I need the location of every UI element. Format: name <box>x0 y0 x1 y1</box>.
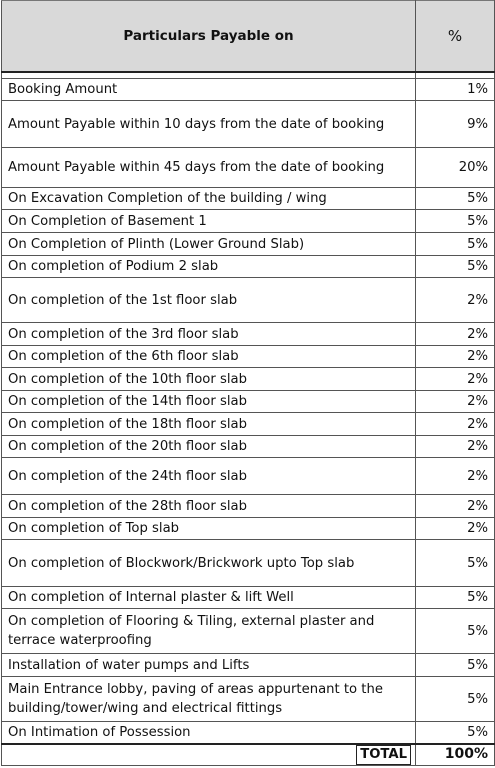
row-particular: Booking Amount <box>2 79 416 101</box>
total-value: 100% <box>416 744 495 766</box>
row-percentage: 2% <box>416 518 495 540</box>
table-row <box>2 233 495 256</box>
row-percentage: 20% <box>416 148 495 188</box>
row-percentage: 9% <box>416 101 495 148</box>
row-percentage: 5% <box>416 256 495 278</box>
row-particular: On Intimation of Possession <box>2 722 416 744</box>
row-percentage: 2% <box>416 278 495 323</box>
table-row <box>2 148 495 188</box>
row-percentage: 2% <box>416 436 495 458</box>
header-particulars: Particulars Payable on <box>2 1 416 73</box>
table-row <box>2 210 495 233</box>
row-percentage: 2% <box>416 323 495 346</box>
row-percentage: 5% <box>416 540 495 587</box>
row-particular: On completion of Podium 2 slab <box>2 256 416 278</box>
row-percentage: 5% <box>416 210 495 233</box>
table-row <box>2 391 495 413</box>
row-particular: On Completion of Basement 1 <box>2 210 416 233</box>
table-row <box>2 346 495 368</box>
row-particular: On completion of Top slab <box>2 518 416 540</box>
table-row <box>2 495 495 518</box>
row-particular: On completion of the 1st floor slab <box>2 278 416 323</box>
row-particular: On completion of the 18th floor slab <box>2 413 416 436</box>
row-percentage: 5% <box>416 587 495 609</box>
table-row <box>2 677 495 722</box>
row-particular: On completion of the 14th floor slab <box>2 391 416 413</box>
table-row <box>2 587 495 609</box>
table-row <box>2 436 495 458</box>
table-row <box>2 413 495 436</box>
table-header-row <box>2 1 495 73</box>
table-row <box>2 722 495 744</box>
table-row <box>2 518 495 540</box>
row-percentage: 1% <box>416 79 495 101</box>
row-particular: On Excavation Completion of the building / wing <box>2 188 416 210</box>
row-particular: On completion of Blockwork/Brickwork upto Top slab <box>2 540 416 587</box>
table-row <box>2 101 495 148</box>
table-row <box>2 256 495 278</box>
row-particular: Installation of water pumps and Lifts <box>2 654 416 677</box>
total-label-cell <box>2 744 416 766</box>
table-body <box>2 72 495 744</box>
row-particular: On completion of the 20th floor slab <box>2 436 416 458</box>
total-row <box>2 744 495 766</box>
row-percentage: 5% <box>416 722 495 744</box>
row-particular: On completion of the 3rd floor slab <box>2 323 416 346</box>
row-percentage: 2% <box>416 495 495 518</box>
table-row <box>2 540 495 587</box>
row-percentage: 2% <box>416 368 495 391</box>
row-percentage: 2% <box>416 346 495 368</box>
header-percent: % <box>416 1 495 73</box>
table-row <box>2 458 495 495</box>
row-percentage: 5% <box>416 188 495 210</box>
row-particular: On completion of the 10th floor slab <box>2 368 416 391</box>
row-particular: Amount Payable within 45 days from the date of booking <box>2 148 416 188</box>
table-row <box>2 278 495 323</box>
row-particular: On completion of Internal plaster & lift Well <box>2 587 416 609</box>
row-percentage: 2% <box>416 458 495 495</box>
table-row <box>2 654 495 677</box>
total-label: TOTAL <box>356 745 411 765</box>
row-percentage: 2% <box>416 391 495 413</box>
table-row <box>2 323 495 346</box>
table-row <box>2 368 495 391</box>
row-percentage: 5% <box>416 609 495 654</box>
row-percentage: 5% <box>416 233 495 256</box>
table-row <box>2 79 495 101</box>
row-percentage: 5% <box>416 654 495 677</box>
table-row <box>2 609 495 654</box>
row-percentage: 2% <box>416 413 495 436</box>
row-particular: On completion of the 28th floor slab <box>2 495 416 518</box>
row-particular: On completion of the 24th floor slab <box>2 458 416 495</box>
row-percentage: 5% <box>416 677 495 722</box>
row-particular: On completion of Flooring & Tiling, external plaster and terrace waterproofing <box>2 609 416 654</box>
row-particular: Main Entrance lobby, paving of areas appurtenant to the building/tower/wing and electrical fittings <box>2 677 416 722</box>
table-row <box>2 188 495 210</box>
row-particular: On Completion of Plinth (Lower Ground Slab) <box>2 233 416 256</box>
row-particular: On completion of the 6th floor slab <box>2 346 416 368</box>
row-particular: Amount Payable within 10 days from the date of booking <box>2 101 416 148</box>
payment-schedule-table <box>1 0 495 766</box>
